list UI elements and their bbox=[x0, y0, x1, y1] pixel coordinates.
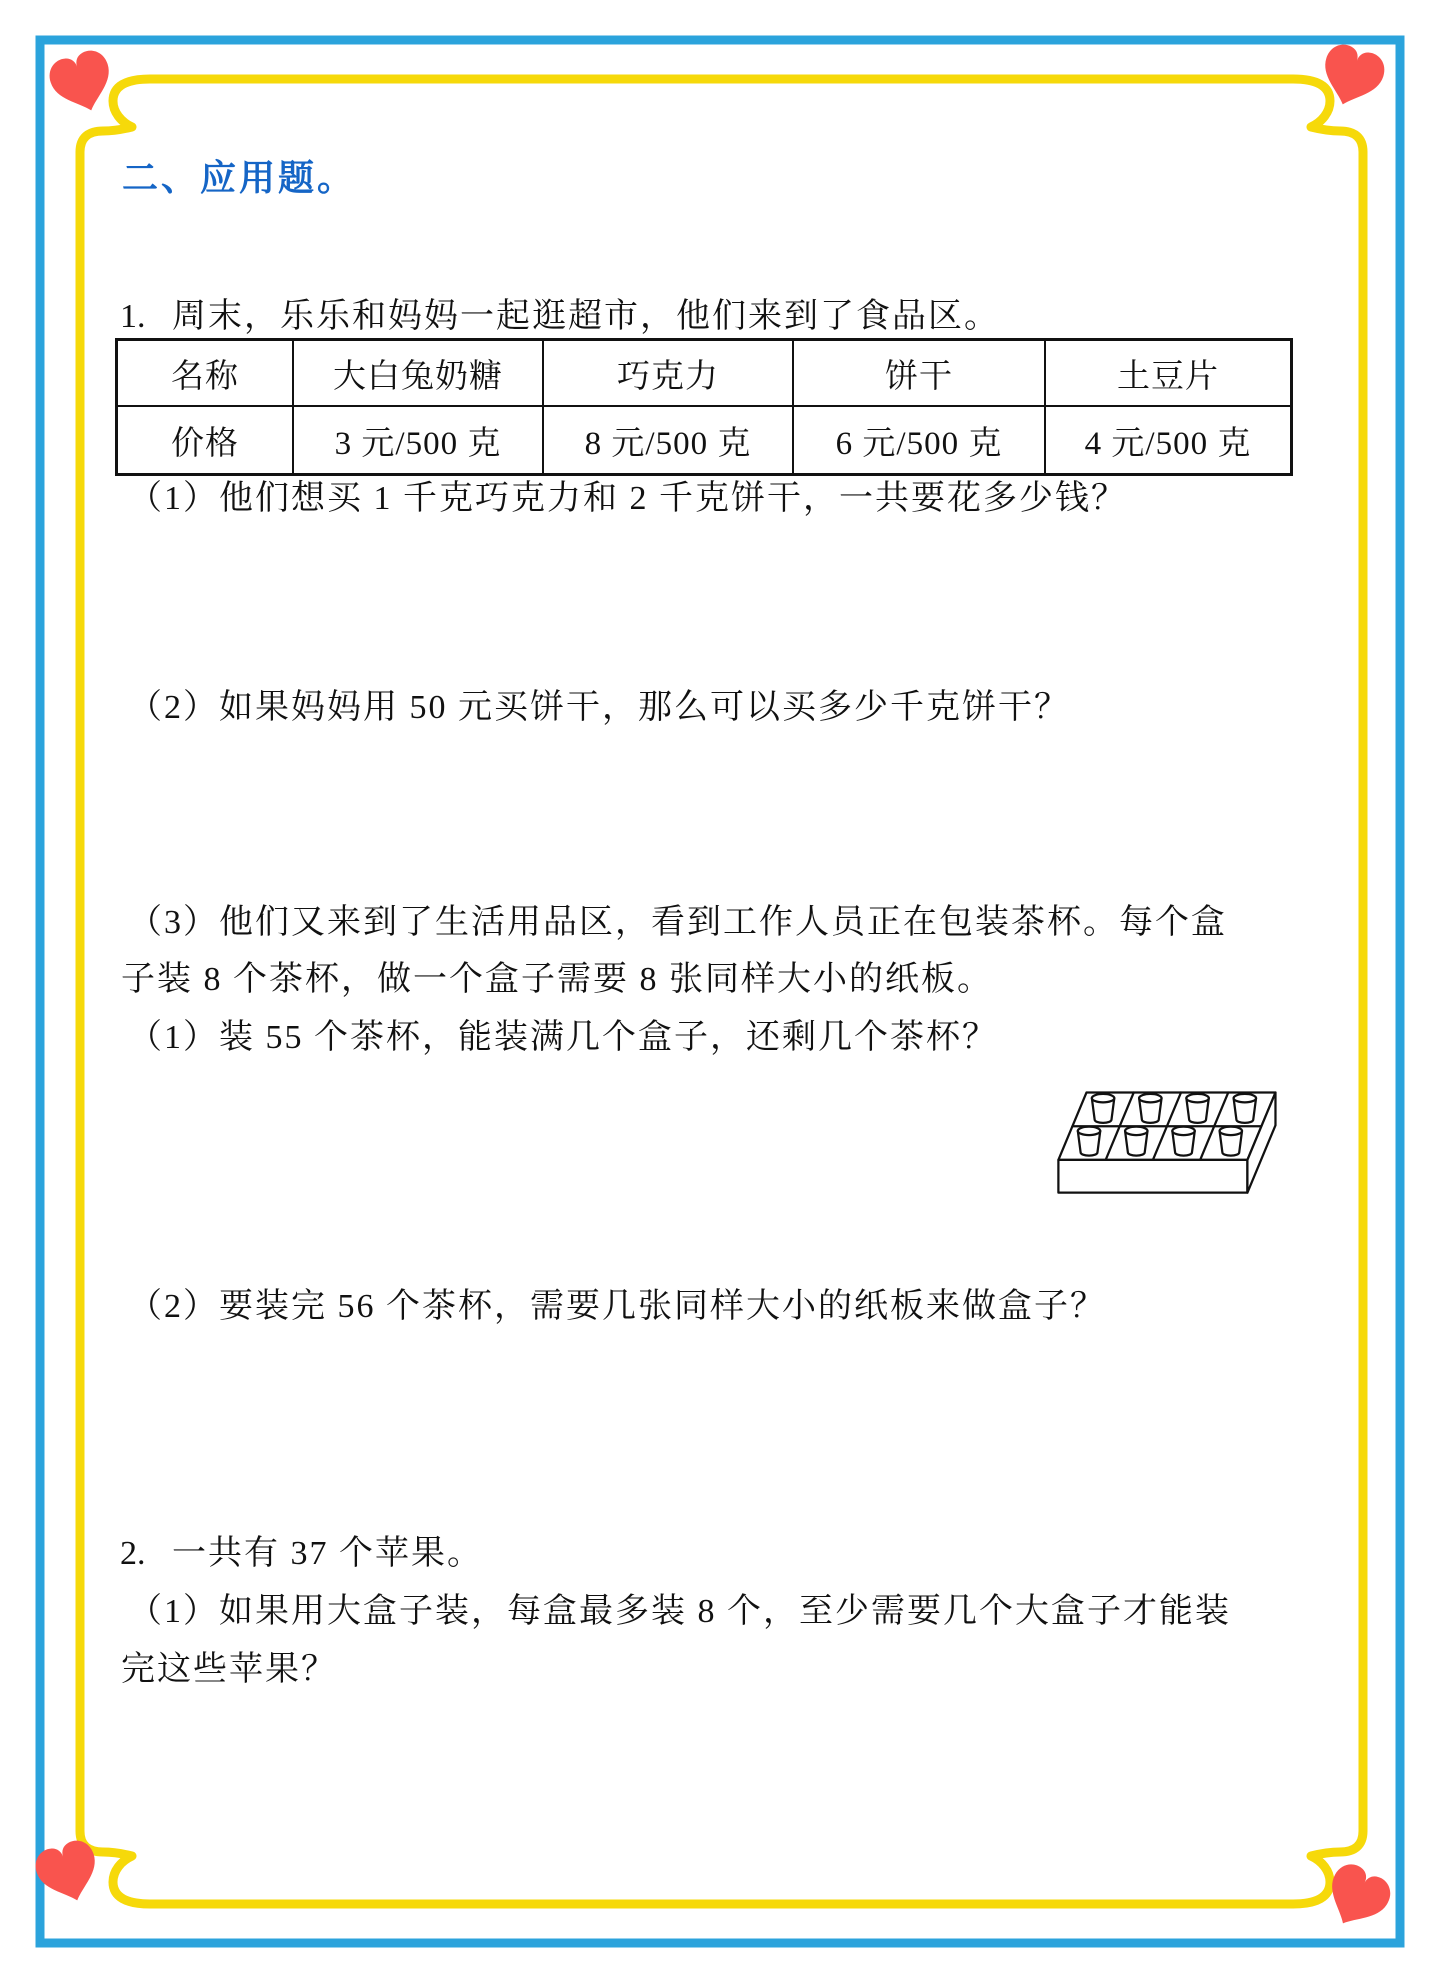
table-price-chocolate: 8 元/500 克 bbox=[544, 407, 794, 473]
cup-icon bbox=[1186, 1094, 1208, 1123]
cup-icon bbox=[1092, 1094, 1114, 1123]
cup-icon bbox=[1078, 1127, 1100, 1156]
problem2-intro: 一共有 37 个苹果。 bbox=[172, 1535, 483, 1572]
problem1-question3-line2: 子装 8 个茶杯，做一个盒子需要 8 张同样大小的纸板。 bbox=[121, 961, 993, 998]
cup-box-illustration bbox=[1035, 1068, 1297, 1234]
problem1-question3-line1: （3）他们又来到了生活用品区，看到工作人员正在包装茶杯。每个盒 bbox=[128, 904, 1227, 941]
problem1-number: 1. bbox=[120, 298, 146, 335]
table-header-chips: 土豆片 bbox=[1046, 341, 1290, 407]
section-title: 二、应用题。 bbox=[122, 157, 357, 198]
cup-icon bbox=[1234, 1094, 1256, 1123]
table-header-biscuit: 饼干 bbox=[794, 341, 1046, 407]
problem1-question3-sub2: （2）要装完 56 个茶杯，需要几张同样大小的纸板来做盒子？ bbox=[128, 1288, 1106, 1325]
problem2-question1-line2: 完这些苹果？ bbox=[121, 1651, 337, 1688]
table-price-label: 价格 bbox=[118, 407, 294, 473]
problem1-question3-sub1: （1）装 55 个茶杯，能装满几个盒子，还剩几个茶杯？ bbox=[128, 1019, 998, 1056]
table-price-chips: 4 元/500 克 bbox=[1084, 425, 1252, 462]
table-header-chocolate: 巧克力 bbox=[544, 341, 794, 407]
price-table bbox=[115, 338, 1293, 476]
cup-icon bbox=[1220, 1127, 1242, 1156]
table-header-name: 名称 bbox=[118, 341, 294, 407]
problem1-question1: （1）他们想买 1 千克巧克力和 2 千克饼干，一共要花多少钱？ bbox=[128, 480, 1127, 517]
cup-icon bbox=[1139, 1094, 1161, 1123]
problem1-intro: 周末，乐乐和妈妈一起逛超市，他们来到了食品区。 bbox=[172, 298, 1000, 335]
problem2-number: 2. bbox=[120, 1535, 146, 1572]
table-header-candy: 大白兔奶糖 bbox=[294, 341, 544, 407]
table-price-candy: 3 元/500 克 bbox=[294, 407, 544, 473]
table-price-biscuit: 6 元/500 克 bbox=[794, 407, 1046, 473]
box-front-face bbox=[1058, 1160, 1247, 1193]
cup-icon bbox=[1125, 1127, 1147, 1156]
problem1-intro-line bbox=[120, 297, 1000, 336]
cup-icon bbox=[1172, 1127, 1194, 1156]
problem2-question1-line1: （1）如果用大盒子装，每盒最多装 8 个，至少需要几个大盒子才能装 bbox=[128, 1593, 1231, 1630]
problem2-intro-line bbox=[120, 1534, 483, 1573]
problem1-question2: （2）如果妈妈用 50 元买饼干，那么可以买多少千克饼干？ bbox=[128, 689, 1070, 726]
